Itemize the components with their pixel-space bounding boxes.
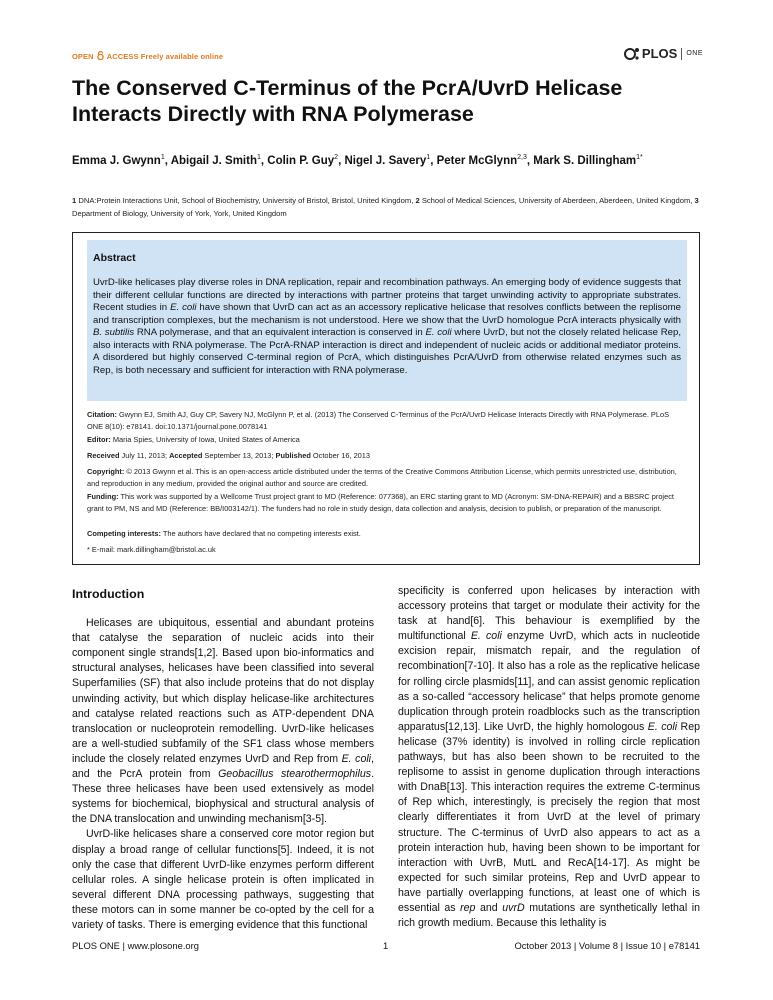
author-affiliation-marker: 1 <box>426 154 431 161</box>
author-affiliation-marker: 1 <box>160 154 165 161</box>
affiliations <box>72 194 712 220</box>
author-affiliation-marker: 1* <box>636 154 643 161</box>
author-affiliation-marker: 2,3 <box>517 154 527 161</box>
abstract-panel <box>87 240 687 401</box>
plos-one-logo[interactable] <box>624 46 703 61</box>
citation: Citation: Gwynn EJ, Smith AJ, Guy CP, Savery NJ, McGlynn P, et al. (2013) The Conserved C-Terminus of the PcrA/UvrD Helicase Interacts Directly with RNA Polymerase. PLoS ONE 8(10): e78141. doi:10.1371/journal.pone.0078141 <box>87 410 670 431</box>
author-list: Emma J. Gwynn$^1$, Abigail J. Smith$^1$, Colin P. Guy$^2$, Nigel J. Savery$^1$, Peter McGlynn$^{2,3}$, Mark S. Dillingham$^{1*}$ <box>72 154 643 167</box>
editor-line: Editor: Maria Spies, University of Iowa, United States of America <box>87 435 300 444</box>
affiliation-text: School of Medical Sciences, University of Aberdeen, Aberdeen, United Kingdom, <box>421 196 693 205</box>
access-label: ACCESS <box>106 52 139 61</box>
plos-edition: ONE <box>686 50 703 57</box>
intro-paragraph-2: UvrD-like helicases share a conserved core motor region but display a broad range of cellular functions[5]. Indeed, it is not only the case that different UvrD-like enzymes perform different cellular roles. A single helicase protein is often implicated in several different DNA processing pathways, suggesting that these motors can in some manner be co-opted by the cell for a variety of tasks. There is emerging evidence that this functional <box>72 828 374 931</box>
intro-paragraph-3: specificity is conferred upon helicases by interaction with accessory proteins that target or modulate their activity for the task at hand[6]. This behaviour is exemplified by the multifunctional E. coli enzyme UvrD, which acts in nucleotide excision repair, mismatch repair, and the regulation of recombination[7-10]. It also has a role as the replicative helicase for rolling circle plasmids[11], and can assist genomic replication as a so-called “accessory helicase” that helps promote genome duplication through protein roadblocks such as the transcription apparatus[12,13]. Like UvrD, the highly homologous E. coli Rep helicase (37% identity) is involved in rolling circle replication pathways, but has also been shown to be recruited to the replisome to assist in genome duplication through interactions with DnaB[13]. This interaction requires the extreme C-terminus of Rep which, interestingly, is precisely the region that most clearly differentiates it from UvrD at the level of primary structure. The C-terminus of UvrD also appears to act as a protein interaction hub, having been shown to be important for interaction with UvrB, MutL and RecA[14-17]. As might be expected for such similar proteins, Rep and UvrD appear to have partially overlapping functions, at least one of which is essential as rep and uvrD mutations are synthetically lethal in rich growth medium. Because this lethality is <box>398 585 700 930</box>
footer-page-number: 1 <box>383 940 389 951</box>
intro-paragraph-1: Helicases are ubiquitous, essential and abundant proteins that catalyse the separation of nucleic acids into their component single strands[1,2]. Based upon bio-informatics and structural analyses, helicases have been classified into several Superfamilies (SF) that also include proteins that do not display unwinding activity, but which display helicase-like architectures and catalyse related reactions such as ATP-dependent DNA translocation or nucleoprotein remodelling. UvrD-like helicases are a well-studied subfamily of the SF1 class whose members include the closely related enzymes UvrD and Rep from E. coli, and the PcrA protein from Geobacillus stearothermophilus. These three helicases have been used extensively as model systems for biochemical, biophysical and structural analysis of the DNA translocation and unwinding mechanism[3-5]. <box>72 617 375 826</box>
open-access-banner[interactable] <box>72 51 223 61</box>
author-affiliation-marker: 1 <box>256 154 261 161</box>
abstract-text: UvrD-like helicases play diverse roles in DNA replication, repair and recombination pathways. An emerging body of evidence suggests that their different cellular functions are directed by interactions with partner proteins that target unwinding activity to appropriate substrates. Recent studies in E. coli have shown that UvrD can act as an accessory replicative helicase that resolves conflicts between the replisome and transcription complexes, but the mechanism is not understood. Here we show that the UvrD homologue PcrA interacts physically with B. subtilis RNA polymerase, and that an equivalent interaction is conserved in E. coli where UvrD, but not the closely related helicase Rep, also interacts with RNA polymerase. The PcrA-RNAP interaction is direct and independent of nucleic acids or additional mediator proteins. A disordered but highly conserved C-terminal region of PcrA, which distinguishes PcrA/UvrD from otherwise related enzymes such as Rep, is both necessary and sufficient for interaction with RNA polymerase. <box>93 277 681 376</box>
abstract-heading: Abstract <box>93 252 136 264</box>
plos-emblem-icon <box>624 47 640 61</box>
affiliation-text: Department of Biology, University of York, York, United Kingdom <box>72 209 287 218</box>
author-name: Peter McGlynn <box>436 154 518 167</box>
plos-brand: PLOS <box>641 46 678 61</box>
freely-available-label: Freely available online <box>140 52 224 61</box>
author-name: Nigel J. Savery <box>344 154 427 167</box>
competing-interests-line: Competing interests: The authors have declared that no competing interests exist. <box>87 529 361 538</box>
footer-journal: PLOS ONE | www.plosone.org <box>72 940 199 951</box>
author-affiliation-marker: 2 <box>334 154 339 161</box>
author-name: Mark S. Dillingham <box>533 154 637 167</box>
introduction-heading: Introduction <box>72 587 145 601</box>
corresponding-email[interactable]: * E-mail: mark.dillingham@bristol.ac.uk <box>87 545 216 554</box>
affiliation-number: 2 <box>415 196 420 205</box>
author-name: Colin P. Guy <box>267 154 335 167</box>
open-lock-icon <box>97 51 104 60</box>
footer-issue: October 2013 | Volume 8 | Issue 10 | e78141 <box>514 940 700 951</box>
copyright-line: Copyright: © 2013 Gwynn et al. This is an open-access article distributed under the terms of the Creative Commons Attribution License, which permits unrestricted use, distribution, and reproduction in any medium, provided the original author and source are credited. <box>87 467 677 488</box>
affiliation-number: 1 <box>72 196 77 205</box>
article-title: The Conserved C-Terminus of the PcrA/UvrD Helicase Interacts Directly with RNA Polymerase <box>72 76 623 126</box>
author-name: Emma J. Gwynn <box>72 154 161 167</box>
affiliation-text: DNA:Protein Interactions Unit, School of Biochemistry, University of Bristol, Bristol, United Kingdom, <box>78 196 414 205</box>
right-column <box>398 584 700 931</box>
author-name: Abigail J. Smith <box>170 154 257 167</box>
logo-divider <box>681 48 682 60</box>
front-matter-box <box>72 232 700 565</box>
left-column <box>72 587 374 933</box>
affiliation-number: 3 <box>694 196 699 205</box>
open-label: OPEN <box>72 52 94 61</box>
funding-line: Funding: This work was supported by a Wellcome Trust project grant to MD (Reference: 077368), an ERC starting grant to MD (Acronym: SM-DNA-REPAIR) and a BBSRC project grant to PM, NS and MD (Reference: BB/I003142/1). The funders had no role in study design, data collection and analysis, decision to publish, or preparation of the manuscript. <box>87 492 674 513</box>
dates-line: Received July 11, 2013; Accepted September 13, 2013; Published October 16, 2013 <box>87 451 371 460</box>
